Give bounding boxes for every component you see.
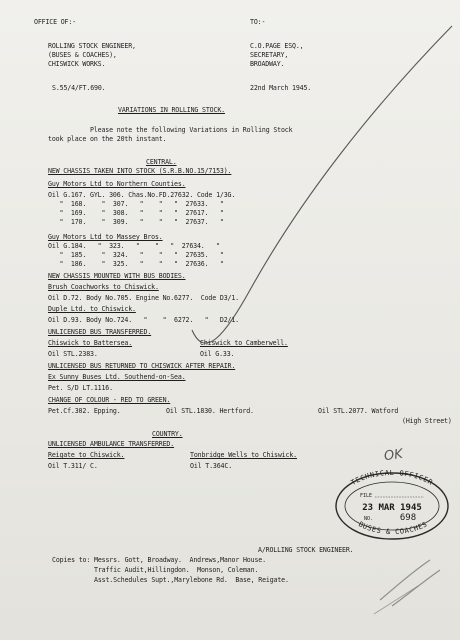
guy-massey-row: " 186. " 325. " " " 27636. "	[48, 260, 224, 268]
guy-northern-row: " 169. " 308. " " " 27617. "	[48, 209, 224, 217]
from-line: (BUSES & COACHES),	[48, 51, 117, 59]
to-label: TO:-	[250, 18, 266, 26]
copies-line: Traffic Audit,Hillingdon. Monson, Coleman.	[52, 566, 259, 574]
change-colour-heading: CHANGE OF COLOUR - RED TO GREEN.	[48, 396, 171, 404]
guy-massey-heading: Guy Motors Ltd to Massey Bros.	[48, 233, 163, 241]
unlicensed-transferred-heading: UNLICENSED BUS TRANSFERRED.	[48, 328, 152, 336]
central-heading: CENTRAL.	[146, 158, 177, 166]
chiswick-battersea: Chiswick to Battersea.	[48, 339, 133, 347]
stamp-file-label: FILE	[360, 493, 373, 499]
country-left-route: Reigate to Chiswick.	[48, 451, 125, 459]
guy-northern-row: " 170. " 309. " " " 27637. "	[48, 218, 224, 226]
to-line: C.O.PAGE ESQ.,	[250, 42, 304, 50]
pet-line: Pet. S/D LT.1116.	[48, 384, 113, 392]
copies-line: Asst.Schedules Supt.,Marylebone Rd. Base, Reigate.	[52, 576, 289, 584]
intro-line: took place on the 20th instant.	[48, 135, 167, 143]
unlicensed-returned-heading: UNLICENSED BUS RETURNED TO CHISWICK AFTER REPAIR.	[48, 362, 236, 370]
guy-massey-row: " 185. " 324. " " " 27635. "	[48, 251, 224, 259]
duple-heading: Duple Ltd. to Chiswick.	[48, 305, 136, 313]
chiswick-camberwell: Chiswick to Camberwell.	[200, 339, 288, 347]
document-date: 22nd March 1945.	[250, 84, 312, 92]
colour-item: Oil STL.1830. Hertford.	[166, 407, 254, 415]
colour-item: Oil STL.2077. Watford	[318, 407, 399, 415]
brush-heading: Brush Coachworks to Chiswick.	[48, 283, 159, 291]
new-chassis-heading: NEW CHASSIS TAKEN INTO STOCK (S.R.B.NO.15/7153).	[48, 167, 232, 175]
ok-mark: OK	[383, 446, 404, 465]
to-line: SECRETARY,	[250, 51, 289, 59]
stamp-top-text: TECHNICAL OFFICER	[349, 469, 435, 487]
brush-row: Oil D.72. Body No.705. Engine No.6277. Code D3/1.	[48, 294, 239, 302]
country-left-oil: Oil T.311/ C.	[48, 462, 98, 470]
country-right-oil: Oil T.364C.	[190, 462, 233, 470]
from-line: CHISWICK WORKS.	[48, 60, 106, 68]
from-line: ROLLING STOCK ENGINEER,	[48, 42, 136, 50]
oil-stl: Oil STL.2383.	[48, 350, 98, 358]
ex-sunny: Ex Sunny Buses Ltd. Southend-on-Sea.	[48, 373, 186, 381]
new-chassis-bodies-heading: NEW CHASSIS MOUNTED WITH BUS BODIES.	[48, 272, 186, 280]
duple-row: Oil D.93. Body No.724. " " 6272. " D2/1.	[48, 316, 239, 324]
signature-line: A/ROLLING STOCK ENGINEER.	[258, 546, 354, 554]
stamp-no-value: 698	[399, 513, 417, 523]
guy-northern-row: Oil G.167. GYL. 306. Chas.No.FD.27632. Code 1/3G.	[48, 191, 236, 199]
oil-g: Oil G.33.	[200, 350, 235, 358]
stamp-bottom-text: BUSES & COACHES	[357, 520, 429, 537]
guy-northern-row: " 168. " 307. " " " 27633. "	[48, 200, 224, 208]
copies-line: Copies to: Messrs. Gott, Broadway. Andrews,Manor House.	[52, 556, 266, 564]
colour-tail: (High Street)	[402, 417, 452, 425]
guy-massey-row: Oil G.184. " 323. " " " 27634. "	[48, 242, 220, 250]
to-line: BROADWAY.	[250, 60, 285, 68]
reference-number: S.55/4/FT.690.	[52, 84, 106, 92]
colour-item: Pet.Cf.302. Epping.	[48, 407, 121, 415]
from-label: OFFICE OF:-	[34, 18, 77, 26]
guy-northern-heading: Guy Motors Ltd to Northern Counties.	[48, 180, 186, 188]
country-unlicensed-heading: UNLICENSED AMBULANCE TRANSFERRED.	[48, 440, 175, 448]
country-right-route: Tonbridge Wells to Chiswick.	[190, 451, 297, 459]
stamp-date: 23 MAR 1945	[362, 503, 422, 513]
stamp-no-label: NO.	[364, 516, 374, 522]
country-heading: COUNTRY.	[152, 430, 183, 438]
intro-line: Please note the following Variations in Rolling Stock	[90, 126, 293, 134]
document-title: VARIATIONS IN ROLLING STOCK.	[118, 106, 225, 114]
